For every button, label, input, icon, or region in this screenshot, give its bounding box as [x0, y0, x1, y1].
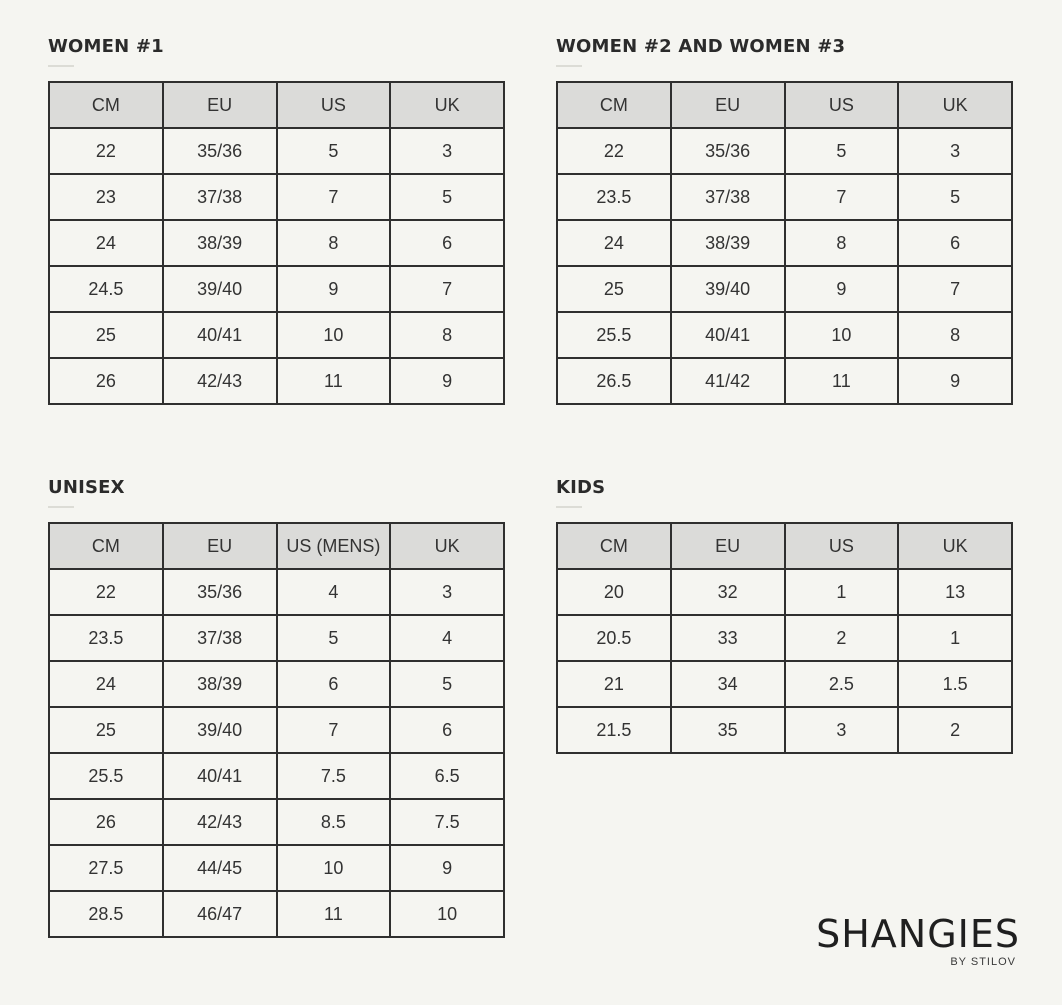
table-row: [557, 661, 1012, 707]
table-cell: 7.5: [277, 753, 391, 799]
table-cell: 7: [277, 707, 391, 753]
table-cell: 20: [557, 569, 671, 615]
table-cell: 38/39: [163, 661, 277, 707]
table-row: [557, 358, 1012, 404]
women-2-3-section: [556, 36, 1013, 405]
table-cell: 6: [277, 661, 391, 707]
table-cell: 6.5: [390, 753, 504, 799]
brand-tagline: BY STILOV: [950, 956, 1016, 968]
table-row: [557, 128, 1012, 174]
table-cell: 2: [898, 707, 1012, 753]
table-cell: 9: [785, 266, 899, 312]
table-cell: 11: [277, 358, 391, 404]
table-row: [557, 220, 1012, 266]
table-cell: 8: [390, 312, 504, 358]
table-cell: 37/38: [671, 174, 785, 220]
table-cell: 6: [390, 220, 504, 266]
table-cell: 40/41: [671, 312, 785, 358]
table-cell: 5: [785, 128, 899, 174]
table-cell: 39/40: [163, 707, 277, 753]
column-header: UK: [898, 82, 1012, 128]
table-row: [49, 266, 504, 312]
unisex-section: [48, 477, 505, 938]
table-cell: 5: [898, 174, 1012, 220]
table-row: [49, 312, 504, 358]
table-cell: 9: [390, 358, 504, 404]
table-cell: 2: [785, 615, 899, 661]
table-cell: 4: [390, 615, 504, 661]
table-cell: 5: [390, 174, 504, 220]
table-cell: 35/36: [163, 128, 277, 174]
table-cell: 8.5: [277, 799, 391, 845]
table-header-row: [557, 82, 1012, 128]
table-cell: 28.5: [49, 891, 163, 937]
table-cell: 3: [390, 128, 504, 174]
table-row: [49, 845, 504, 891]
table-cell: 38/39: [163, 220, 277, 266]
table-cell: 21.5: [557, 707, 671, 753]
table-cell: 5: [390, 661, 504, 707]
table-cell: 10: [390, 891, 504, 937]
table-cell: 1: [785, 569, 899, 615]
title-underline: [48, 506, 74, 508]
column-header: UK: [390, 82, 504, 128]
title-underline: [48, 65, 74, 67]
table-cell: 35/36: [671, 128, 785, 174]
table-cell: 3: [785, 707, 899, 753]
title-underline: [556, 506, 582, 508]
table-cell: 40/41: [163, 312, 277, 358]
unisex-size-table: [48, 522, 505, 938]
title-underline: [556, 65, 582, 67]
table-row: [557, 174, 1012, 220]
table-cell: 42/43: [163, 358, 277, 404]
table-cell: 9: [277, 266, 391, 312]
table-cell: 1: [898, 615, 1012, 661]
table-cell: 2.5: [785, 661, 899, 707]
table-cell: 24.5: [49, 266, 163, 312]
table-cell: 20.5: [557, 615, 671, 661]
table-row: [49, 753, 504, 799]
column-header: US: [785, 523, 899, 569]
table-cell: 6: [390, 707, 504, 753]
table-cell: 23.5: [49, 615, 163, 661]
table-cell: 8: [898, 312, 1012, 358]
table-row: [49, 358, 504, 404]
table-cell: 9: [898, 358, 1012, 404]
women-1-title: WOMEN #1: [48, 36, 164, 57]
table-cell: 46/47: [163, 891, 277, 937]
table-cell: 33: [671, 615, 785, 661]
table-cell: 42/43: [163, 799, 277, 845]
column-header: EU: [671, 523, 785, 569]
table-cell: 22: [49, 569, 163, 615]
table-cell: 5: [277, 128, 391, 174]
table-cell: 7: [277, 174, 391, 220]
table-cell: 11: [277, 891, 391, 937]
table-cell: 38/39: [671, 220, 785, 266]
table-cell: 3: [390, 569, 504, 615]
table-cell: 39/40: [163, 266, 277, 312]
table-row: [49, 128, 504, 174]
table-row: [557, 615, 1012, 661]
table-cell: 22: [49, 128, 163, 174]
table-header-row: [49, 82, 504, 128]
column-header: US (MENS): [277, 523, 391, 569]
table-cell: 13: [898, 569, 1012, 615]
column-header: UK: [390, 523, 504, 569]
table-cell: 44/45: [163, 845, 277, 891]
table-cell: 25.5: [557, 312, 671, 358]
table-cell: 39/40: [671, 266, 785, 312]
women-1-section: [48, 36, 505, 405]
women-1-size-table: [48, 81, 505, 405]
table-cell: 7: [390, 266, 504, 312]
column-header: CM: [49, 523, 163, 569]
column-header: EU: [671, 82, 785, 128]
table-row: [49, 707, 504, 753]
kids-title: KIDS: [556, 477, 606, 498]
table-row: [557, 266, 1012, 312]
table-cell: 32: [671, 569, 785, 615]
table-row: [49, 220, 504, 266]
table-row: [49, 615, 504, 661]
table-row: [557, 312, 1012, 358]
table-cell: 34: [671, 661, 785, 707]
table-cell: 26: [49, 799, 163, 845]
table-cell: 1.5: [898, 661, 1012, 707]
brand-logo: [810, 912, 1020, 969]
table-cell: 11: [785, 358, 899, 404]
table-cell: 10: [277, 845, 391, 891]
table-header-row: [557, 523, 1012, 569]
column-header: US: [277, 82, 391, 128]
table-cell: 22: [557, 128, 671, 174]
kids-section: [556, 477, 1013, 754]
table-cell: 25.5: [49, 753, 163, 799]
table-cell: 6: [898, 220, 1012, 266]
women-2-3-title: WOMEN #2 AND WOMEN #3: [556, 36, 846, 57]
table-cell: 24: [49, 220, 163, 266]
table-row: [49, 174, 504, 220]
table-cell: 7: [898, 266, 1012, 312]
table-cell: 24: [557, 220, 671, 266]
table-cell: 25: [49, 312, 163, 358]
table-cell: 25: [49, 707, 163, 753]
table-cell: 21: [557, 661, 671, 707]
table-row: [49, 799, 504, 845]
table-cell: 10: [277, 312, 391, 358]
table-cell: 40/41: [163, 753, 277, 799]
kids-size-table: [556, 522, 1013, 754]
table-cell: 7: [785, 174, 899, 220]
column-header: CM: [49, 82, 163, 128]
table-row: [557, 569, 1012, 615]
table-cell: 26.5: [557, 358, 671, 404]
table-cell: 37/38: [163, 615, 277, 661]
brand-name: SHANGIES: [816, 912, 1020, 956]
table-cell: 7.5: [390, 799, 504, 845]
table-cell: 35/36: [163, 569, 277, 615]
table-row: [49, 661, 504, 707]
table-cell: 8: [277, 220, 391, 266]
table-cell: 35: [671, 707, 785, 753]
table-cell: 41/42: [671, 358, 785, 404]
column-header: CM: [557, 523, 671, 569]
table-cell: 27.5: [49, 845, 163, 891]
table-cell: 26: [49, 358, 163, 404]
column-header: UK: [898, 523, 1012, 569]
table-cell: 23: [49, 174, 163, 220]
table-cell: 8: [785, 220, 899, 266]
table-header-row: [49, 523, 504, 569]
unisex-title: UNISEX: [48, 477, 125, 498]
column-header: CM: [557, 82, 671, 128]
column-header: US: [785, 82, 899, 128]
table-cell: 4: [277, 569, 391, 615]
table-cell: 25: [557, 266, 671, 312]
table-cell: 37/38: [163, 174, 277, 220]
table-row: [49, 891, 504, 937]
table-cell: 9: [390, 845, 504, 891]
column-header: EU: [163, 82, 277, 128]
table-cell: 10: [785, 312, 899, 358]
table-row: [49, 569, 504, 615]
table-cell: 5: [277, 615, 391, 661]
table-cell: 24: [49, 661, 163, 707]
table-row: [557, 707, 1012, 753]
table-cell: 23.5: [557, 174, 671, 220]
table-cell: 3: [898, 128, 1012, 174]
column-header: EU: [163, 523, 277, 569]
women-2-3-size-table: [556, 81, 1013, 405]
